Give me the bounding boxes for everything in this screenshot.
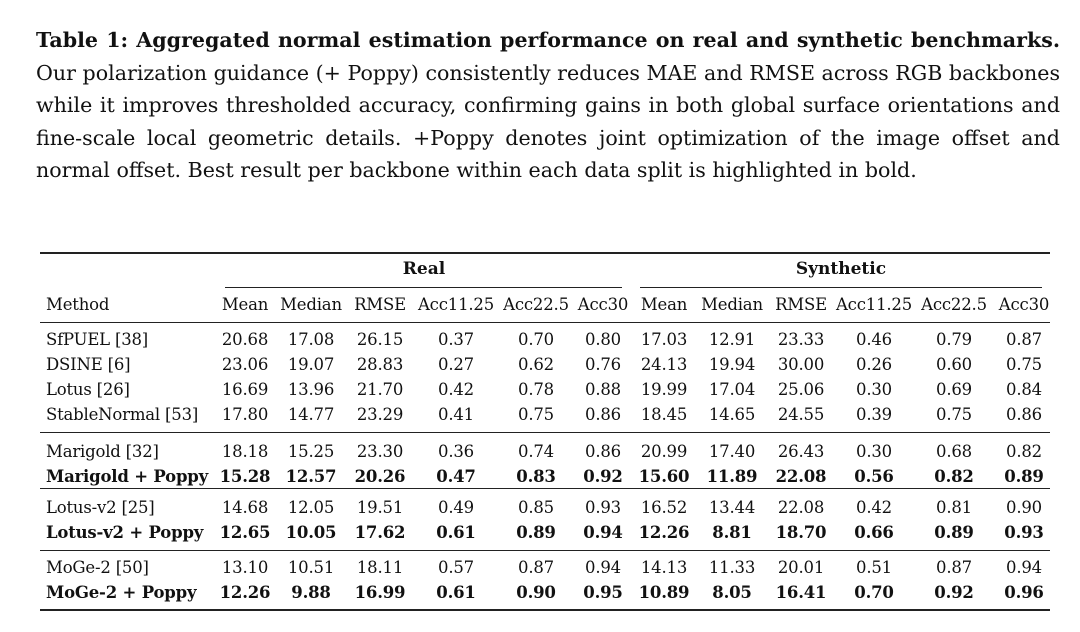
table-rule xyxy=(40,609,1050,611)
column-header: RMSE xyxy=(775,295,827,314)
value-cell: 0.60 xyxy=(936,355,972,374)
caption-label: Table 1: Aggregated normal estimation performance on real and synthetic benchmarks. xyxy=(36,28,1060,52)
value-cell: 18.11 xyxy=(356,558,404,577)
method-cell: Lotus-v2 + Poppy xyxy=(46,523,204,542)
value-cell: 10.51 xyxy=(287,558,335,577)
column-header: Median xyxy=(701,295,763,314)
value-cell: 8.81 xyxy=(712,523,752,542)
method-cell: Marigold [32] xyxy=(46,442,159,461)
method-cell: Lotus [26] xyxy=(46,380,130,399)
value-cell: 14.68 xyxy=(221,498,269,517)
value-cell: 0.75 xyxy=(936,405,972,424)
value-cell: 0.84 xyxy=(1006,380,1042,399)
value-cell: 0.92 xyxy=(583,467,623,486)
column-header: Acc11.25 xyxy=(417,295,495,314)
value-cell: 0.51 xyxy=(856,558,892,577)
value-cell: 0.68 xyxy=(936,442,972,461)
value-cell: 19.94 xyxy=(708,355,756,374)
value-cell: 0.86 xyxy=(585,442,621,461)
table-row xyxy=(0,556,1080,580)
table-rule xyxy=(40,488,1050,489)
value-cell: 12.65 xyxy=(219,523,271,542)
value-cell: 22.08 xyxy=(775,467,827,486)
table-rule xyxy=(40,252,1050,254)
value-cell: 0.81 xyxy=(936,498,972,517)
value-cell: 0.95 xyxy=(583,583,623,602)
value-cell: 0.90 xyxy=(1006,498,1042,517)
value-cell: 0.42 xyxy=(438,380,474,399)
value-cell: 20.26 xyxy=(354,467,406,486)
group-underline xyxy=(640,287,1042,288)
column-header: RMSE xyxy=(354,295,406,314)
value-cell: 26.43 xyxy=(777,442,825,461)
caption-text: Our polarization guidance (+ Poppy) consistently reduces MAE and RMSE across RGB backbones while it improves thresholded accuracy, confirming gains in both global surface orientations and fine-scale local geometric details. +Poppy denotes joint optimization of the image offset and normal offset. Best result per backbone within each data split is highlighted in bold. xyxy=(36,60,1061,182)
value-cell: 18.45 xyxy=(640,405,688,424)
value-cell: 0.82 xyxy=(934,467,974,486)
value-cell: 18.70 xyxy=(775,523,827,542)
value-cell: 24.13 xyxy=(640,355,688,374)
value-cell: 0.26 xyxy=(856,355,892,374)
method-cell: MoGe-2 + Poppy xyxy=(46,583,197,602)
value-cell: 12.05 xyxy=(287,498,335,517)
value-cell: 0.46 xyxy=(856,330,892,349)
value-cell: 12.57 xyxy=(285,467,337,486)
value-cell: 0.42 xyxy=(856,498,892,517)
column-header: Method xyxy=(46,295,110,314)
table-rule xyxy=(40,322,1050,323)
value-cell: 0.79 xyxy=(936,330,972,349)
value-cell: 0.75 xyxy=(1006,355,1042,374)
value-cell: 0.87 xyxy=(936,558,972,577)
value-cell: 0.27 xyxy=(438,355,474,374)
value-cell: 0.89 xyxy=(516,523,556,542)
value-cell: 0.61 xyxy=(436,523,476,542)
column-header: Mean xyxy=(221,295,269,314)
value-cell: 17.04 xyxy=(708,380,756,399)
value-cell: 10.89 xyxy=(638,583,690,602)
method-cell: MoGe-2 [50] xyxy=(46,558,149,577)
value-cell: 0.93 xyxy=(1004,523,1044,542)
value-cell: 0.94 xyxy=(583,523,623,542)
value-cell: 17.80 xyxy=(221,405,269,424)
table-row xyxy=(0,353,1080,377)
value-cell: 13.10 xyxy=(221,558,269,577)
value-cell: 0.88 xyxy=(585,380,621,399)
value-cell: 16.99 xyxy=(354,583,406,602)
value-cell: 0.83 xyxy=(516,467,556,486)
value-cell: 0.47 xyxy=(436,467,476,486)
value-cell: 12.26 xyxy=(219,583,271,602)
column-header: Acc30 xyxy=(577,295,629,314)
value-cell: 0.90 xyxy=(516,583,556,602)
value-cell: 0.57 xyxy=(438,558,474,577)
value-cell: 0.39 xyxy=(856,405,892,424)
value-cell: 25.06 xyxy=(777,380,825,399)
value-cell: 0.92 xyxy=(934,583,974,602)
column-header: Median xyxy=(280,295,342,314)
value-cell: 16.69 xyxy=(221,380,269,399)
value-cell: 0.89 xyxy=(934,523,974,542)
value-cell: 13.96 xyxy=(287,380,335,399)
value-cell: 0.74 xyxy=(518,442,554,461)
table-row xyxy=(0,328,1080,352)
value-cell: 14.77 xyxy=(287,405,335,424)
value-cell: 21.70 xyxy=(356,380,404,399)
value-cell: 22.08 xyxy=(777,498,825,517)
value-cell: 0.66 xyxy=(854,523,894,542)
value-cell: 16.41 xyxy=(775,583,827,602)
value-cell: 17.08 xyxy=(287,330,335,349)
column-header: Mean xyxy=(640,295,688,314)
table-row xyxy=(0,378,1080,402)
value-cell: 15.25 xyxy=(287,442,335,461)
table-row xyxy=(0,581,1080,605)
value-cell: 17.40 xyxy=(708,442,756,461)
value-cell: 12.26 xyxy=(638,523,690,542)
value-cell: 19.99 xyxy=(640,380,688,399)
method-cell: Lotus-v2 [25] xyxy=(46,498,155,517)
value-cell: 0.80 xyxy=(585,330,621,349)
value-cell: 23.29 xyxy=(356,405,404,424)
value-cell: 0.96 xyxy=(1004,583,1044,602)
value-cell: 20.68 xyxy=(221,330,269,349)
column-header: Acc22.5 xyxy=(503,295,569,314)
value-cell: 14.13 xyxy=(640,558,688,577)
value-cell: 23.06 xyxy=(221,355,269,374)
value-cell: 0.82 xyxy=(1006,442,1042,461)
table-row xyxy=(0,440,1080,464)
value-cell: 12.91 xyxy=(708,330,756,349)
value-cell: 0.85 xyxy=(518,498,554,517)
column-header: Acc22.5 xyxy=(921,295,987,314)
value-cell: 0.87 xyxy=(1006,330,1042,349)
value-cell: 0.62 xyxy=(518,355,554,374)
value-cell: 20.99 xyxy=(640,442,688,461)
table-rule xyxy=(40,550,1050,551)
value-cell: 0.69 xyxy=(936,380,972,399)
method-cell: DSINE [6] xyxy=(46,355,131,374)
value-cell: 0.94 xyxy=(585,558,621,577)
method-cell: Marigold + Poppy xyxy=(46,467,209,486)
value-cell: 0.93 xyxy=(585,498,621,517)
value-cell: 24.55 xyxy=(777,405,825,424)
value-cell: 0.41 xyxy=(438,405,474,424)
method-cell: StableNormal [53] xyxy=(46,405,199,424)
value-cell: 0.87 xyxy=(518,558,554,577)
value-cell: 17.62 xyxy=(354,523,406,542)
value-cell: 0.56 xyxy=(854,467,894,486)
table-rule xyxy=(40,432,1050,433)
value-cell: 28.83 xyxy=(356,355,404,374)
value-cell: 15.60 xyxy=(638,467,690,486)
value-cell: 11.33 xyxy=(708,558,756,577)
value-cell: 10.05 xyxy=(285,523,337,542)
table-row xyxy=(0,521,1080,545)
column-header: Acc30 xyxy=(998,295,1050,314)
value-cell: 0.61 xyxy=(436,583,476,602)
value-cell: 19.51 xyxy=(356,498,404,517)
table-row xyxy=(0,496,1080,520)
value-cell: 0.49 xyxy=(438,498,474,517)
column-header-row xyxy=(0,293,1080,317)
value-cell: 0.37 xyxy=(438,330,474,349)
value-cell: 0.86 xyxy=(585,405,621,424)
value-cell: 0.36 xyxy=(438,442,474,461)
value-cell: 0.30 xyxy=(856,442,892,461)
value-cell: 9.88 xyxy=(291,583,331,602)
value-cell: 0.70 xyxy=(854,583,894,602)
value-cell: 0.70 xyxy=(518,330,554,349)
value-cell: 30.00 xyxy=(777,355,825,374)
value-cell: 0.94 xyxy=(1006,558,1042,577)
column-header: Acc11.25 xyxy=(835,295,913,314)
table-row xyxy=(0,403,1080,427)
value-cell: 18.18 xyxy=(221,442,269,461)
value-cell: 0.89 xyxy=(1004,467,1044,486)
group-header-synthetic: Synthetic xyxy=(795,259,887,279)
value-cell: 19.07 xyxy=(287,355,335,374)
group-header-real: Real xyxy=(402,259,446,279)
value-cell: 14.65 xyxy=(708,405,756,424)
value-cell: 0.75 xyxy=(518,405,554,424)
value-cell: 0.76 xyxy=(585,355,621,374)
value-cell: 8.05 xyxy=(712,583,752,602)
value-cell: 23.30 xyxy=(356,442,404,461)
value-cell: 11.89 xyxy=(706,467,758,486)
table-caption xyxy=(36,24,1060,187)
value-cell: 26.15 xyxy=(356,330,404,349)
value-cell: 23.33 xyxy=(777,330,825,349)
table-row xyxy=(0,465,1080,489)
group-underline xyxy=(225,287,622,288)
value-cell: 20.01 xyxy=(777,558,825,577)
value-cell: 0.30 xyxy=(856,380,892,399)
value-cell: 13.44 xyxy=(708,498,756,517)
value-cell: 15.28 xyxy=(219,467,271,486)
value-cell: 17.03 xyxy=(640,330,688,349)
value-cell: 0.86 xyxy=(1006,405,1042,424)
value-cell: 0.78 xyxy=(518,380,554,399)
method-cell: SfPUEL [38] xyxy=(46,330,149,349)
value-cell: 16.52 xyxy=(640,498,688,517)
